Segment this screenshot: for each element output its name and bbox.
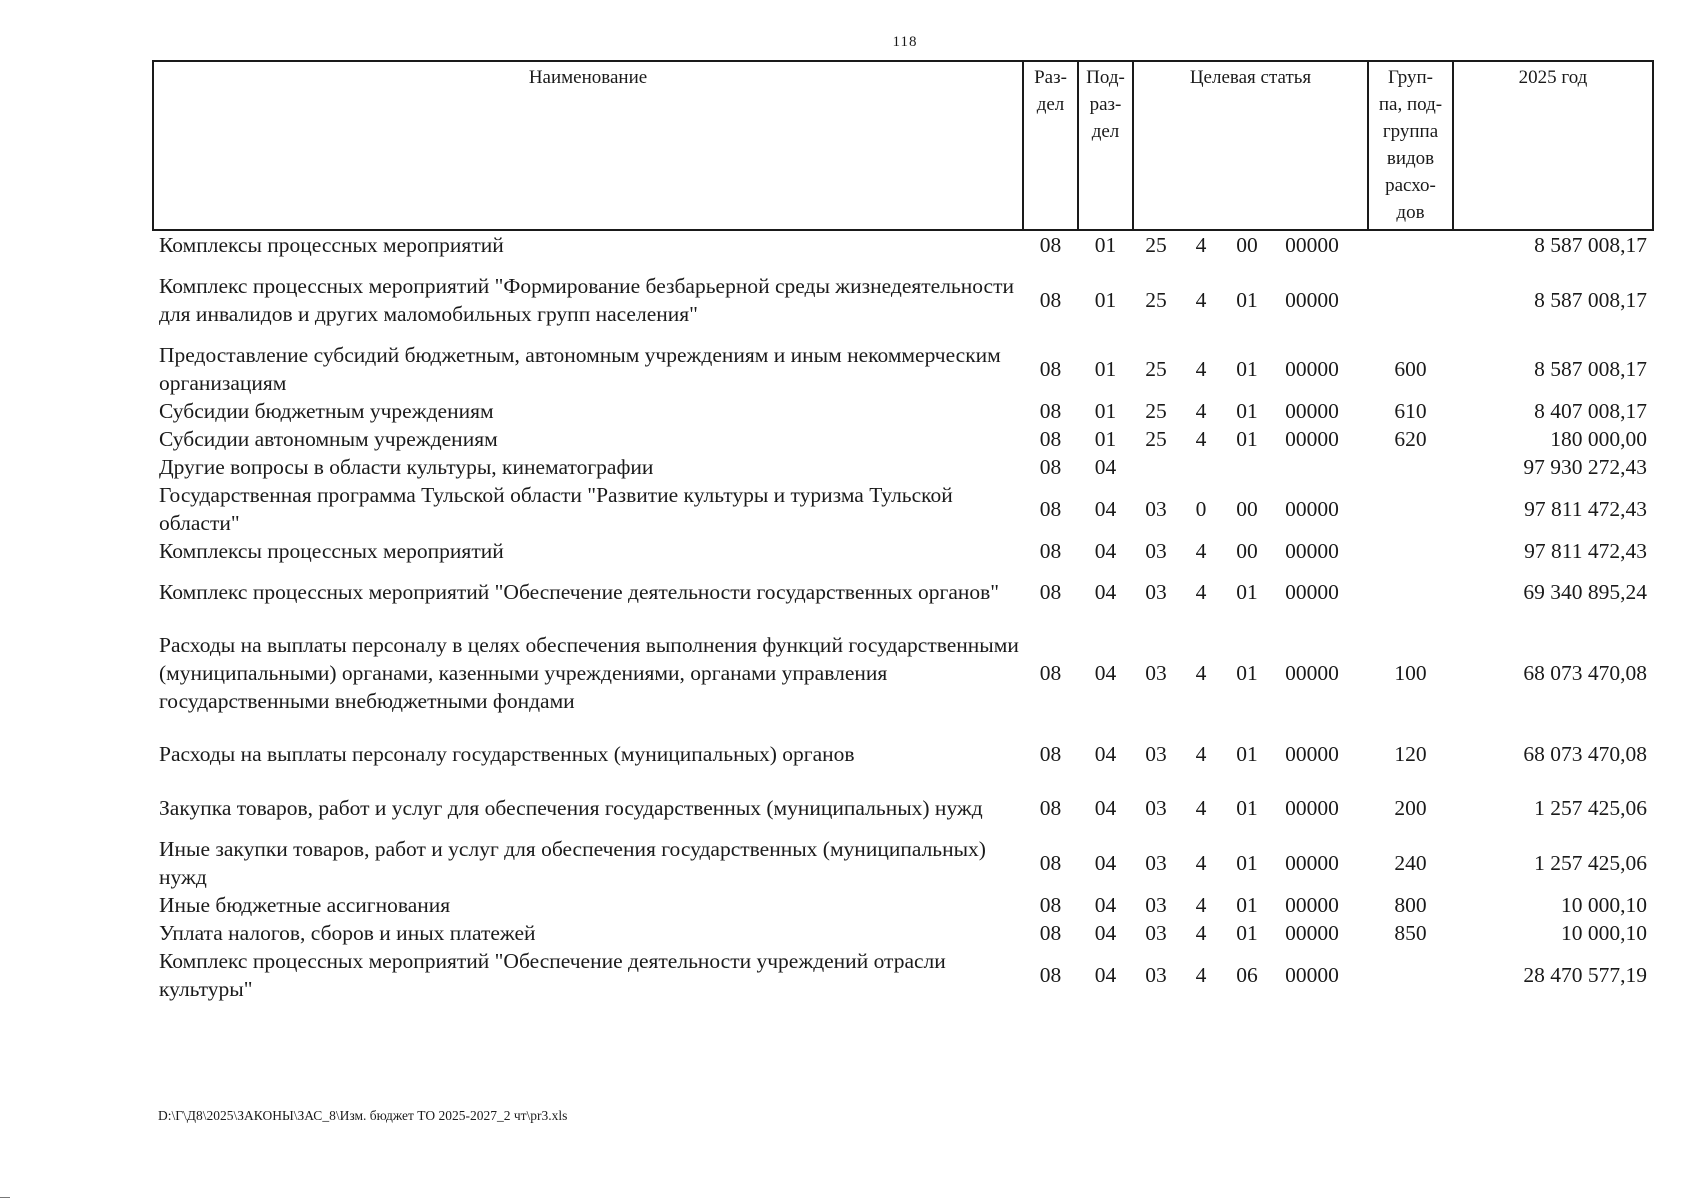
- row-sum-cell: 180 000,00: [1550, 427, 1647, 451]
- celevaya-part-3: 01: [1236, 427, 1258, 451]
- row-celevaya-cell: [1133, 259, 1368, 341]
- col-header-razdel-text: Раз- дел: [1034, 67, 1067, 115]
- row-razdel-cell: 08: [1039, 357, 1062, 381]
- celevaya-part-2: 4: [1195, 661, 1207, 685]
- row-gruppa-cell: [1368, 947, 1453, 1003]
- row-celevaya-cell: [1133, 947, 1368, 1003]
- row-razdel-cell: 08: [1039, 399, 1062, 423]
- table-row: [153, 259, 1653, 341]
- row-name-cell: Субсидии бюджетным учреждениям: [159, 399, 494, 423]
- celevaya-part-1: 25: [1145, 427, 1167, 451]
- celevaya-part-4: 00000: [1285, 661, 1339, 685]
- row-name-cell: Другие вопросы в области культуры, кинематографии: [159, 455, 654, 479]
- table-header: [153, 61, 1653, 230]
- celevaya-part-3: 01: [1236, 893, 1258, 917]
- row-gruppa-cell: 100: [1394, 661, 1427, 685]
- celevaya-part-3: 01: [1236, 580, 1258, 604]
- celevaya-part-4: 00000: [1285, 539, 1339, 563]
- row-gruppa-cell: [1368, 537, 1453, 565]
- celevaya-code: [1133, 495, 1368, 523]
- row-name-cell: Предоставление субсидий бюджетным, автономным учреждениям и иным некоммерческим организациям: [159, 343, 1001, 395]
- row-celevaya-cell: [1133, 835, 1368, 891]
- row-name-cell: Уплата налогов, сборов и иных платежей: [159, 921, 536, 945]
- row-sum-cell: 68 073 470,08: [1523, 742, 1647, 766]
- celevaya-part-3: 01: [1236, 399, 1258, 423]
- row-sum-cell: 8 587 008,17: [1534, 357, 1647, 381]
- celevaya-part-1: 03: [1145, 539, 1167, 563]
- row-razdel-cell: 08: [1039, 497, 1062, 521]
- celevaya-part-1: 03: [1145, 921, 1167, 945]
- row-name-cell: Комплекс процессных мероприятий "Формирование безбарьерной среды жизнедеятельности для инвалидов и других маломобильных групп населения": [159, 274, 1014, 326]
- row-sum-cell: 68 073 470,08: [1523, 661, 1647, 685]
- table-row: [153, 565, 1653, 619]
- celevaya-part-2: 4: [1195, 233, 1207, 257]
- celevaya-part-1: 03: [1145, 851, 1167, 875]
- table-row: [153, 230, 1653, 259]
- row-razdel-cell: 08: [1039, 288, 1062, 312]
- celevaya-code: [1133, 397, 1368, 425]
- row-name-cell: Иные бюджетные ассигнования: [159, 893, 451, 917]
- row-sum-cell: 1 257 425,06: [1534, 796, 1647, 820]
- row-name-cell: Комплексы процессных мероприятий: [159, 539, 504, 563]
- row-razdel-cell: 08: [1039, 233, 1062, 257]
- celevaya-part-1: 03: [1145, 661, 1167, 685]
- celevaya-code: [1133, 537, 1368, 565]
- celevaya-part-4: 00000: [1285, 851, 1339, 875]
- table-row: [153, 425, 1653, 453]
- row-podrazdel-cell: 04: [1094, 661, 1117, 685]
- row-name-cell: Государственная программа Тульской области "Развитие культуры и туризма Тульской области": [159, 483, 953, 535]
- table-row: [153, 481, 1653, 537]
- celevaya-part-4: 00000: [1285, 742, 1339, 766]
- row-celevaya-cell: [1133, 481, 1368, 537]
- celevaya-code: [1133, 355, 1368, 383]
- celevaya-part-1: 03: [1145, 497, 1167, 521]
- celevaya-code: [1133, 231, 1368, 259]
- row-razdel-cell: 08: [1039, 580, 1062, 604]
- celevaya-part-4: 00000: [1285, 921, 1339, 945]
- celevaya-part-1: 03: [1145, 963, 1167, 987]
- col-header-podrazdel-text: Под- раз- дел: [1086, 67, 1125, 142]
- row-razdel-cell: 08: [1039, 539, 1062, 563]
- celevaya-code: [1133, 425, 1368, 453]
- celevaya-part-4: 00000: [1285, 497, 1339, 521]
- celevaya-part-3: 01: [1236, 796, 1258, 820]
- celevaya-part-1: 25: [1145, 399, 1167, 423]
- table-row: [153, 537, 1653, 565]
- row-sum-cell: 8 587 008,17: [1534, 288, 1647, 312]
- table-row: [153, 919, 1653, 947]
- row-sum-cell: 97 811 472,43: [1524, 497, 1647, 521]
- celevaya-part-4: 00000: [1285, 580, 1339, 604]
- row-razdel-cell: 08: [1039, 427, 1062, 451]
- budget-table: [152, 60, 1654, 1003]
- row-celevaya-cell: [1133, 565, 1368, 619]
- row-celevaya-cell: [1133, 537, 1368, 565]
- table-row: [153, 891, 1653, 919]
- col-header-celevaya: Целевая статья: [1133, 61, 1368, 230]
- row-razdel-cell: 08: [1039, 851, 1062, 875]
- row-podrazdel-cell: 01: [1094, 288, 1117, 312]
- celevaya-code: [1133, 659, 1368, 687]
- row-razdel-cell: 08: [1039, 455, 1062, 479]
- celevaya-part-2: 4: [1195, 742, 1207, 766]
- row-name-cell: Расходы на выплаты персоналу государственных (муниципальных) органов: [159, 742, 855, 766]
- row-razdel-cell: 08: [1039, 921, 1062, 945]
- table-row: [153, 341, 1653, 397]
- row-gruppa-cell: 200: [1394, 796, 1427, 820]
- page-number: 118: [892, 34, 918, 50]
- row-name-cell: Комплексы процессных мероприятий: [159, 233, 504, 257]
- celevaya-part-4: 00000: [1285, 357, 1339, 381]
- row-razdel-cell: 08: [1039, 796, 1062, 820]
- celevaya-part-4: 00000: [1285, 288, 1339, 312]
- row-sum-cell: 28 470 577,19: [1523, 963, 1647, 987]
- table-row: [153, 947, 1653, 1003]
- celevaya-part-4: 00000: [1285, 893, 1339, 917]
- table-row: [153, 781, 1653, 835]
- row-celevaya-cell: [1133, 919, 1368, 947]
- celevaya-part-2: 4: [1195, 427, 1207, 451]
- row-sum-cell: 10 000,10: [1561, 893, 1647, 917]
- row-podrazdel-cell: 01: [1094, 233, 1117, 257]
- celevaya-part-2: 4: [1195, 288, 1207, 312]
- row-celevaya-cell: [1133, 781, 1368, 835]
- col-header-name: Наименование: [153, 61, 1023, 230]
- row-name-cell: Расходы на выплаты персоналу в целях обеспечения выполнения функций государственными (муниципальными) органами, казенными учреждениями, органами управления государственными внебюджетными фондами: [159, 633, 1019, 713]
- celevaya-part-2: 4: [1195, 399, 1207, 423]
- celevaya-part-4: 00000: [1285, 233, 1339, 257]
- row-celevaya-cell: [1133, 727, 1368, 781]
- row-podrazdel-cell: 04: [1094, 742, 1117, 766]
- row-sum-cell: 8 407 008,17: [1534, 399, 1647, 423]
- celevaya-code: [1133, 891, 1368, 919]
- row-gruppa-cell: [1368, 481, 1453, 537]
- row-gruppa-cell: [1368, 259, 1453, 341]
- celevaya-part-4: 00000: [1285, 796, 1339, 820]
- celevaya-part-2: 4: [1195, 357, 1207, 381]
- celevaya-part-1: 25: [1145, 357, 1167, 381]
- row-sum-cell: 69 340 895,24: [1523, 580, 1647, 604]
- row-gruppa-cell: 120: [1394, 742, 1427, 766]
- col-header-razdel: [1023, 61, 1078, 230]
- celevaya-code: [1133, 849, 1368, 877]
- col-header-year: 2025 год: [1453, 61, 1653, 230]
- celevaya-code: [1133, 794, 1368, 822]
- row-gruppa-cell: 850: [1394, 921, 1427, 945]
- row-sum-cell: 1 257 425,06: [1534, 851, 1647, 875]
- row-celevaya-cell: [1133, 619, 1368, 727]
- celevaya-part-2: 4: [1195, 580, 1207, 604]
- celevaya-part-1: 03: [1145, 796, 1167, 820]
- celevaya-part-2: 4: [1195, 851, 1207, 875]
- celevaya-part-3: 01: [1236, 742, 1258, 766]
- row-sum-cell: 97 930 272,43: [1523, 455, 1647, 479]
- row-razdel-cell: 08: [1039, 661, 1062, 685]
- celevaya-code: [1133, 578, 1368, 606]
- celevaya-part-1: 03: [1145, 893, 1167, 917]
- row-podrazdel-cell: 01: [1094, 399, 1117, 423]
- celevaya-code: [1133, 919, 1368, 947]
- row-podrazdel-cell: 04: [1094, 497, 1117, 521]
- row-razdel-cell: 08: [1039, 963, 1062, 987]
- table-body: [153, 230, 1653, 1003]
- row-celevaya-cell: [1133, 453, 1368, 481]
- row-razdel-cell: 08: [1039, 742, 1062, 766]
- celevaya-part-4: 00000: [1285, 427, 1339, 451]
- row-sum-cell: 97 811 472,43: [1524, 539, 1647, 563]
- celevaya-part-2: 4: [1195, 539, 1207, 563]
- table-row: [153, 397, 1653, 425]
- row-gruppa-cell: 620: [1394, 427, 1427, 451]
- table-row: [153, 727, 1653, 781]
- col-header-podrazdel: [1078, 61, 1133, 230]
- file-path-footer: D:\Г\Д8\2025\ЗАКОНЫ\ЗАС_8\Изм. бюджет ТО 2025-2027_2 чт\pr3.xls: [158, 1108, 568, 1123]
- row-gruppa-cell: 600: [1394, 357, 1427, 381]
- celevaya-part-1: 03: [1145, 742, 1167, 766]
- row-sum-cell: 8 587 008,17: [1534, 233, 1647, 257]
- row-name-cell: Субсидии автономным учреждениям: [159, 427, 498, 451]
- row-podrazdel-cell: 04: [1094, 796, 1117, 820]
- row-razdel-cell: 08: [1039, 893, 1062, 917]
- celevaya-part-2: 0: [1195, 497, 1207, 521]
- row-name-cell: Комплекс процессных мероприятий "Обеспечение деятельности государственных органов": [159, 580, 1000, 604]
- row-celevaya-cell: [1133, 891, 1368, 919]
- row-podrazdel-cell: 04: [1094, 455, 1117, 479]
- row-gruppa-cell: 240: [1394, 851, 1427, 875]
- celevaya-part-3: 06: [1236, 963, 1258, 987]
- row-name-cell: Закупка товаров, работ и услуг для обеспечения государственных (муниципальных) нужд: [159, 796, 983, 820]
- celevaya-part-3: 01: [1236, 851, 1258, 875]
- celevaya-part-2: 4: [1195, 796, 1207, 820]
- celevaya-code: [1133, 740, 1368, 768]
- celevaya-part-2: 4: [1195, 921, 1207, 945]
- celevaya-part-4: 00000: [1285, 963, 1339, 987]
- row-podrazdel-cell: 04: [1094, 921, 1117, 945]
- row-name-cell: Комплекс процессных мероприятий "Обеспечение деятельности учреждений отрасли культуры": [159, 949, 946, 1001]
- celevaya-part-3: 00: [1236, 233, 1258, 257]
- row-gruppa-cell: 610: [1394, 399, 1427, 423]
- celevaya-code: [1133, 961, 1368, 989]
- celevaya-part-2: 4: [1195, 893, 1207, 917]
- row-gruppa-cell: [1368, 230, 1453, 259]
- row-celevaya-cell: [1133, 425, 1368, 453]
- row-celevaya-cell: [1133, 397, 1368, 425]
- col-header-gruppa-text: Груп- па, под- группа видов расхо- дов: [1378, 67, 1443, 223]
- row-podrazdel-cell: 01: [1094, 427, 1117, 451]
- col-header-gruppa: [1368, 61, 1453, 230]
- celevaya-part-3: 00: [1236, 539, 1258, 563]
- row-celevaya-cell: [1133, 341, 1368, 397]
- celevaya-part-3: 01: [1236, 661, 1258, 685]
- celevaya-code: [1133, 286, 1368, 314]
- celevaya-part-3: 01: [1236, 357, 1258, 381]
- celevaya-part-4: 00000: [1285, 399, 1339, 423]
- row-sum-cell: 10 000,10: [1561, 921, 1647, 945]
- row-gruppa-cell: [1368, 565, 1453, 619]
- table-row: [153, 835, 1653, 891]
- celevaya-part-1: 25: [1145, 233, 1167, 257]
- celevaya-part-2: 4: [1195, 963, 1207, 987]
- row-name-cell: Иные закупки товаров, работ и услуг для обеспечения государственных (муниципальных) нужд: [159, 837, 986, 889]
- row-podrazdel-cell: 04: [1094, 963, 1117, 987]
- edge-mark: [0, 1197, 10, 1198]
- table-row: [153, 453, 1653, 481]
- row-gruppa-cell: [1368, 453, 1453, 481]
- row-podrazdel-cell: 04: [1094, 580, 1117, 604]
- table-row: [153, 619, 1653, 727]
- celevaya-part-3: 01: [1236, 288, 1258, 312]
- celevaya-part-3: 01: [1236, 921, 1258, 945]
- celevaya-part-1: 03: [1145, 580, 1167, 604]
- celevaya-part-3: 00: [1236, 497, 1258, 521]
- row-podrazdel-cell: 04: [1094, 893, 1117, 917]
- celevaya-part-1: 25: [1145, 288, 1167, 312]
- row-podrazdel-cell: 04: [1094, 851, 1117, 875]
- row-gruppa-cell: 800: [1394, 893, 1427, 917]
- row-celevaya-cell: [1133, 230, 1368, 259]
- row-podrazdel-cell: 01: [1094, 357, 1117, 381]
- row-podrazdel-cell: 04: [1094, 539, 1117, 563]
